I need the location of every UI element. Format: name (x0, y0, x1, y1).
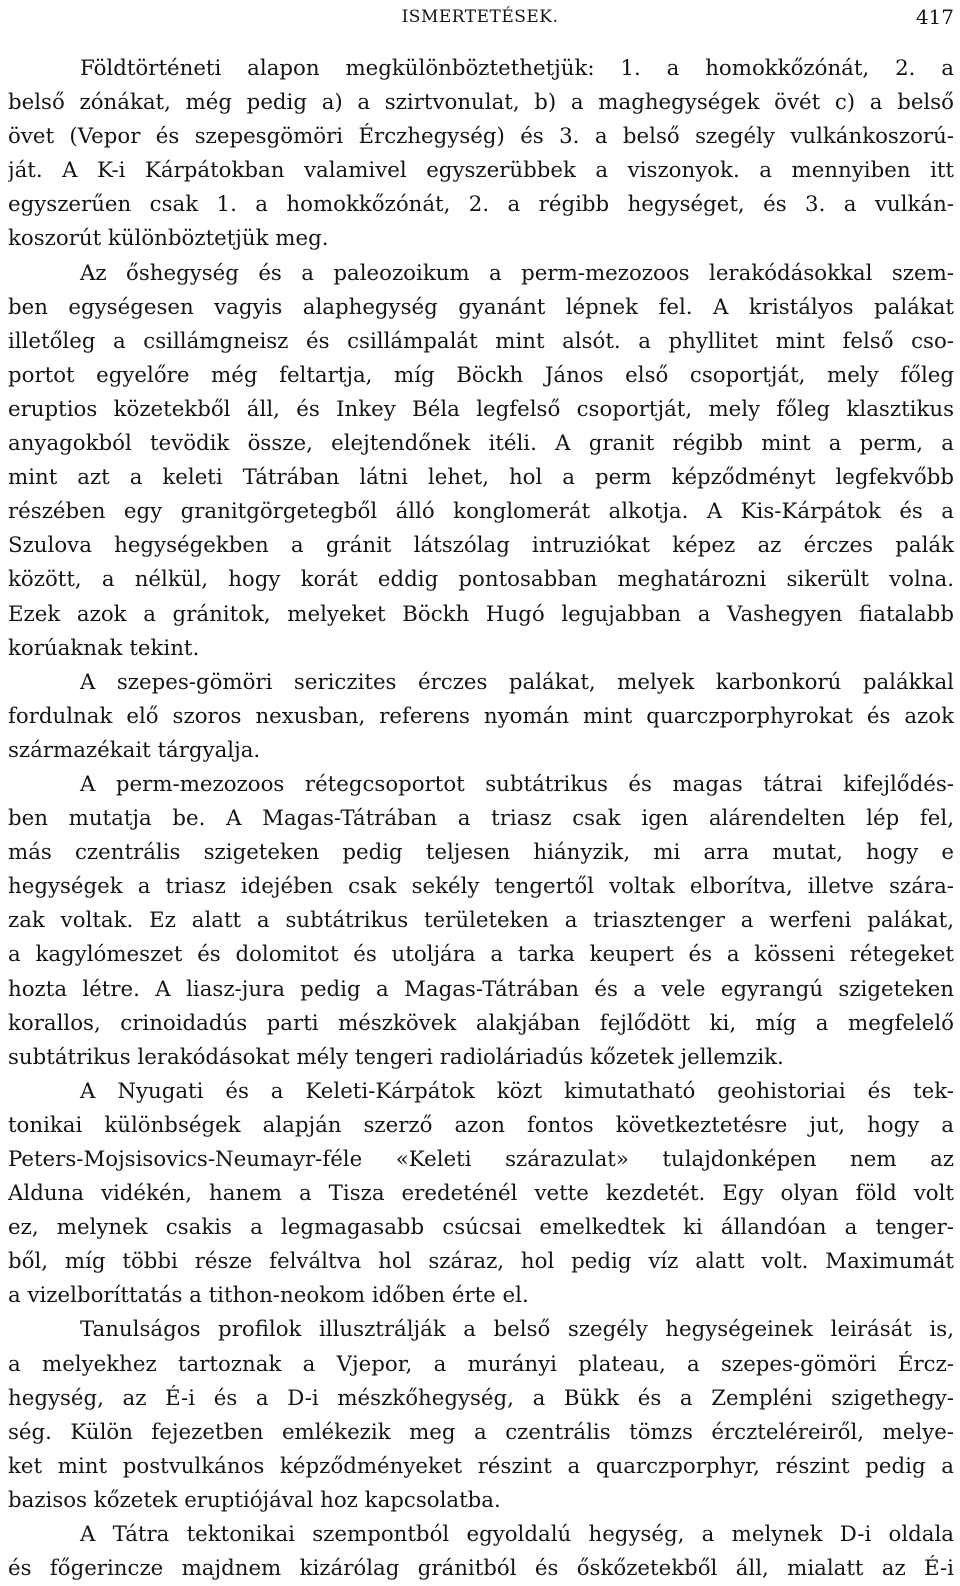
text-line: eruptios közetekből áll, és Inkey Béla legfelső csoportját, mely főleg klasztikus (8, 396, 954, 422)
text-line: A szepes-gömöri sericzites érczes palákat, melyek karbonkorú palákkal (80, 669, 954, 695)
text-line: A Nyugati és a Keleti-Kárpátok közt kimutatható geohistoriai és tek- (80, 1078, 954, 1104)
text-line: ből, míg többi része felváltva hol száraz, hol pedig víz alatt volt. Maximumát (8, 1249, 954, 1275)
text-line: részében egy granitgörgetegből álló konglomerát alkotja. A Kis-Kárpátok és a (8, 499, 954, 525)
text-line: között, a nélkül, hogy korát eddig pontosabban meghatározni sikerült volna. (8, 567, 954, 593)
text-line: hegységek a triasz idejében csak sekély tengertől voltak elborítva, illetve szára- (8, 874, 954, 900)
body-text (8, 52, 954, 1586)
text-line: portot egyelőre még feltartja, míg Böckh János első csoportját, mely főleg (8, 362, 954, 388)
text-line: a vizelboríttatás a tithon-neokom időben érte el. (8, 1283, 529, 1309)
text-line: Szulova hegységekben a gránit látszólag intruziókat képez az érczes palák (8, 533, 954, 559)
text-line: hozta létre. A liasz-jura pedig a Magas-Tátrában és a vele egyrangú szigeteken (8, 976, 954, 1002)
text-line: Peters-Mojsisovics-Neumayr-féle «Keleti szárazulat» tulajdonképen nem az (8, 1147, 954, 1172)
text-line: ját. A K-i Kárpátokban valamivel egyszerübbek a viszonyok. a mennyiben itt (8, 158, 954, 184)
text-line: ben egységesen vagyis alaphegység gyanánt lépnek fel. A kristályos palákat (8, 294, 954, 320)
text-line: Tanulságos profilok illusztrálják a belső szegély hegységeinek leirását is, (80, 1317, 954, 1343)
paragraph-1 (8, 52, 954, 257)
paragraph-3 (8, 666, 954, 768)
text-line: belső zónákat, még pedig a) a szirtvonulat, b) a maghegységek övét c) a belső (8, 90, 954, 116)
text-line: Az őshegység és a paleozoikum a perm-mezozoos lerakódásokkal szem- (80, 260, 954, 286)
text-line: fordulnak elő szoros nexusban, referens nyomán mint quarczporphyrokat és azok (8, 703, 954, 729)
page-number: 417 (915, 5, 954, 29)
text-line: ez, melynek csakis a legmagasabb csúcsai emelkedtek ki állandóan a tenger- (8, 1215, 954, 1241)
text-line: ség. Külön fejezetben emlékezik meg a czentrális tömzs érczteléreiről, melye- (8, 1419, 954, 1445)
text-line: övet (Vepor és szepesgömöri Érczhegység) és 3. a belső szegély vulkánkoszorú- (8, 124, 954, 150)
text-line: ket mint postvulkános képződményeket részint a quarczporphyr, részint pedig a (8, 1453, 954, 1479)
text-line: A perm-mezozoos rétegcsoportot subtátrikus és magas tátrai kifejlődés- (80, 771, 954, 797)
text-line: tonikai különbségek alapján szerző azon fontos következtetésre jut, hogy a (8, 1112, 954, 1138)
text-line: Alduna vidékén, hanem a Tisza eredeténél vette kezdetét. Egy olyan föld volt (8, 1181, 954, 1207)
text-line: A Tátra tektonikai szempontból egyoldalú hegység, a melynek D-i oldala (80, 1522, 954, 1548)
text-line: bazisos kőzetek eruptiójával hoz kapcsolatba. (8, 1487, 501, 1513)
paragraph-5 (8, 1075, 954, 1314)
text-line: koszorút különböztetjük meg. (8, 226, 329, 252)
paragraph-7 (8, 1518, 954, 1586)
paragraph-6 (8, 1313, 954, 1518)
text-line: anyagokból tevödik össze, elejtendőnek itéli. A granit régibb mint a perm, a (8, 431, 954, 457)
paragraph-2 (8, 257, 954, 666)
text-line: Ezek azok a gránitok, melyeket Böckh Hugó legujabban a Vashegyen fiatalabb (8, 601, 954, 627)
text-line: korúaknak tekint. (8, 635, 200, 661)
paragraph-4 (8, 768, 954, 1075)
running-title: ISMERTETÉSEK. (401, 7, 559, 27)
text-line: hegység, az É-i és a D-i mészkőhegység, a Bükk és a Zempléni szigethegy- (8, 1385, 954, 1411)
text-line: származékait tárgyalja. (8, 737, 261, 763)
text-line: korallos, crinoidadús parti mészkövek alakjában fejlődött ki, míg a megfelelő (8, 1010, 954, 1036)
text-line: subtátrikus lerakódásokat mély tengeri radioláriadús kőzetek jellemzik. (8, 1044, 784, 1070)
text-line: egyszerűen csak 1. a homokkőzónát, 2. a régibb hegységet, és 3. a vulkán- (8, 192, 954, 218)
text-line: mint azt a keleti Tátrában látni lehet, hol a perm képződményt legfekvőbb (8, 465, 954, 491)
text-line: és főgerincze majdnem kizárólag gránitból és őskőzetekből áll, mialatt az É-i (8, 1556, 954, 1582)
text-line: ben mutatja be. A Magas-Tátrában a triasz csak igen alárendelten lép fel, (8, 806, 954, 832)
text-line: más czentrális szigeteken pedig teljesen hiányzik, mi arra mutat, hogy e (8, 840, 954, 866)
text-line: zak voltak. Ez alatt a subtátrikus területeken a triasztenger a werfeni palákat, (8, 908, 954, 934)
text-line: illetőleg a csillámgneisz és csillámpalát mint alsót. a phyllitet mint felső cso- (8, 328, 954, 354)
text-line: a melyekhez tartoznak a Vjepor, a murányi plateau, a szepes-gömöri Ércz- (8, 1351, 954, 1377)
running-head (0, 6, 960, 28)
text-line: a kagylómeszet és dolomitot és utoljára a tarka keupert és a kösseni rétegeket (8, 942, 954, 968)
text-line: Földtörténeti alapon megkülönböztethetjük: 1. a homokkőzónát, 2. a (80, 56, 954, 81)
